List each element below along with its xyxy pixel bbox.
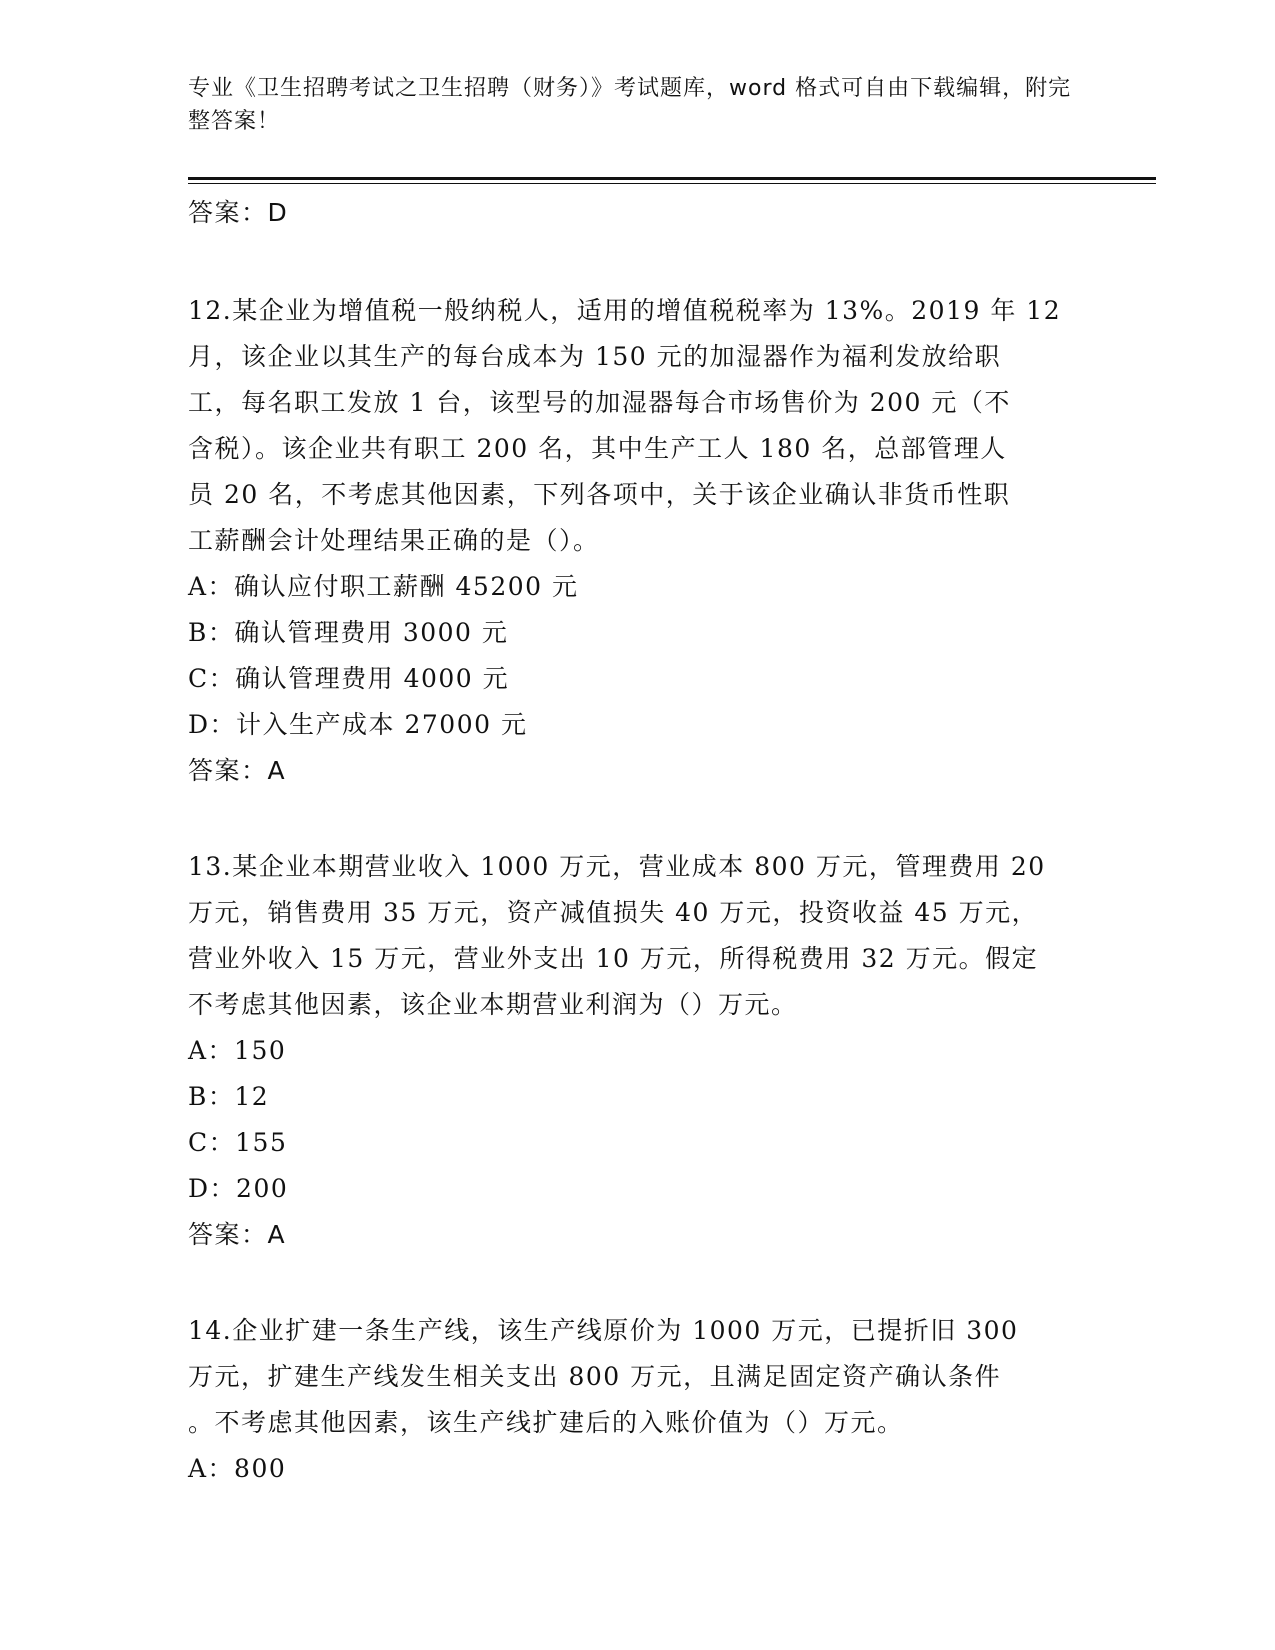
document-header bbox=[188, 72, 1088, 138]
option-c: C：确认管理费用 4000 元 bbox=[188, 664, 510, 693]
question-13 bbox=[188, 844, 1088, 1258]
option-a: A：150 bbox=[188, 1036, 287, 1065]
spacer bbox=[188, 794, 1088, 844]
stem-line: 。不考虑其他因素，该生产线扩建后的入账价值为（）万元。 bbox=[188, 1408, 904, 1437]
stem-line: 含税）。该企业共有职工 200 名，其中生产工人 180 名，总部管理人 bbox=[188, 434, 1007, 463]
stem-line: 14.企业扩建一条生产线，该生产线原价为 1000 万元，已提折旧 300 bbox=[188, 1316, 1019, 1345]
stem-line: 13.某企业本期营业收入 1000 万元，营业成本 800 万元，管理费用 20 bbox=[188, 852, 1046, 881]
answer: 答案：A bbox=[188, 756, 287, 785]
question-stem bbox=[188, 844, 1088, 1028]
previous-answer: 答案：D bbox=[188, 198, 289, 227]
stem-line: 月，该企业以其生产的每台成本为 150 元的加湿器作为福利发放给职 bbox=[188, 342, 1002, 371]
header-divider-thin bbox=[188, 183, 1156, 184]
header-title: 专业《卫生招聘考试之卫生招聘（财务）》考试题库，word 格式可自由下载编辑，附完整答案！ bbox=[188, 76, 1072, 134]
question-stem bbox=[188, 288, 1088, 564]
stem-line: 员 20 名，不考虑其他因素，下列各项中，关于该企业确认非货币性职 bbox=[188, 480, 1011, 509]
answer: 答案：A bbox=[188, 1220, 287, 1249]
option-d: D：计入生产成本 27000 元 bbox=[188, 710, 528, 739]
stem-line: 不考虑其他因素，该企业本期营业利润为（）万元。 bbox=[188, 990, 798, 1019]
option-c: C：155 bbox=[188, 1128, 288, 1157]
stem-line: 12.某企业为增值税一般纳税人，适用的增值税税率为 13%。2019 年 12 bbox=[188, 296, 1062, 325]
spacer bbox=[188, 236, 1088, 288]
option-b: B：12 bbox=[188, 1082, 270, 1111]
option-b: B：确认管理费用 3000 元 bbox=[188, 618, 509, 647]
stem-line: 万元，销售费用 35 万元，资产减值损失 40 万元，投资收益 45 万元， bbox=[188, 898, 1039, 927]
spacer bbox=[188, 1258, 1088, 1308]
stem-line: 营业外收入 15 万元，营业外支出 10 万元，所得税费用 32 万元。假定 bbox=[188, 944, 1039, 973]
header-divider-thick bbox=[188, 177, 1156, 180]
document-body bbox=[188, 190, 1088, 1492]
question-stem bbox=[188, 1308, 1088, 1446]
option-a: A：800 bbox=[188, 1454, 287, 1483]
option-d: D：200 bbox=[188, 1174, 289, 1203]
question-14 bbox=[188, 1308, 1088, 1492]
stem-line: 万元，扩建生产线发生相关支出 800 万元，且满足固定资产确认条件 bbox=[188, 1362, 1002, 1391]
option-a: A：确认应付职工薪酬 45200 元 bbox=[188, 572, 579, 601]
question-12 bbox=[188, 288, 1088, 794]
stem-line: 工薪酬会计处理结果正确的是（）。 bbox=[188, 526, 600, 555]
stem-line: 工，每名职工发放 1 台，该型号的加湿器每合市场售价为 200 元（不 bbox=[188, 388, 1011, 417]
